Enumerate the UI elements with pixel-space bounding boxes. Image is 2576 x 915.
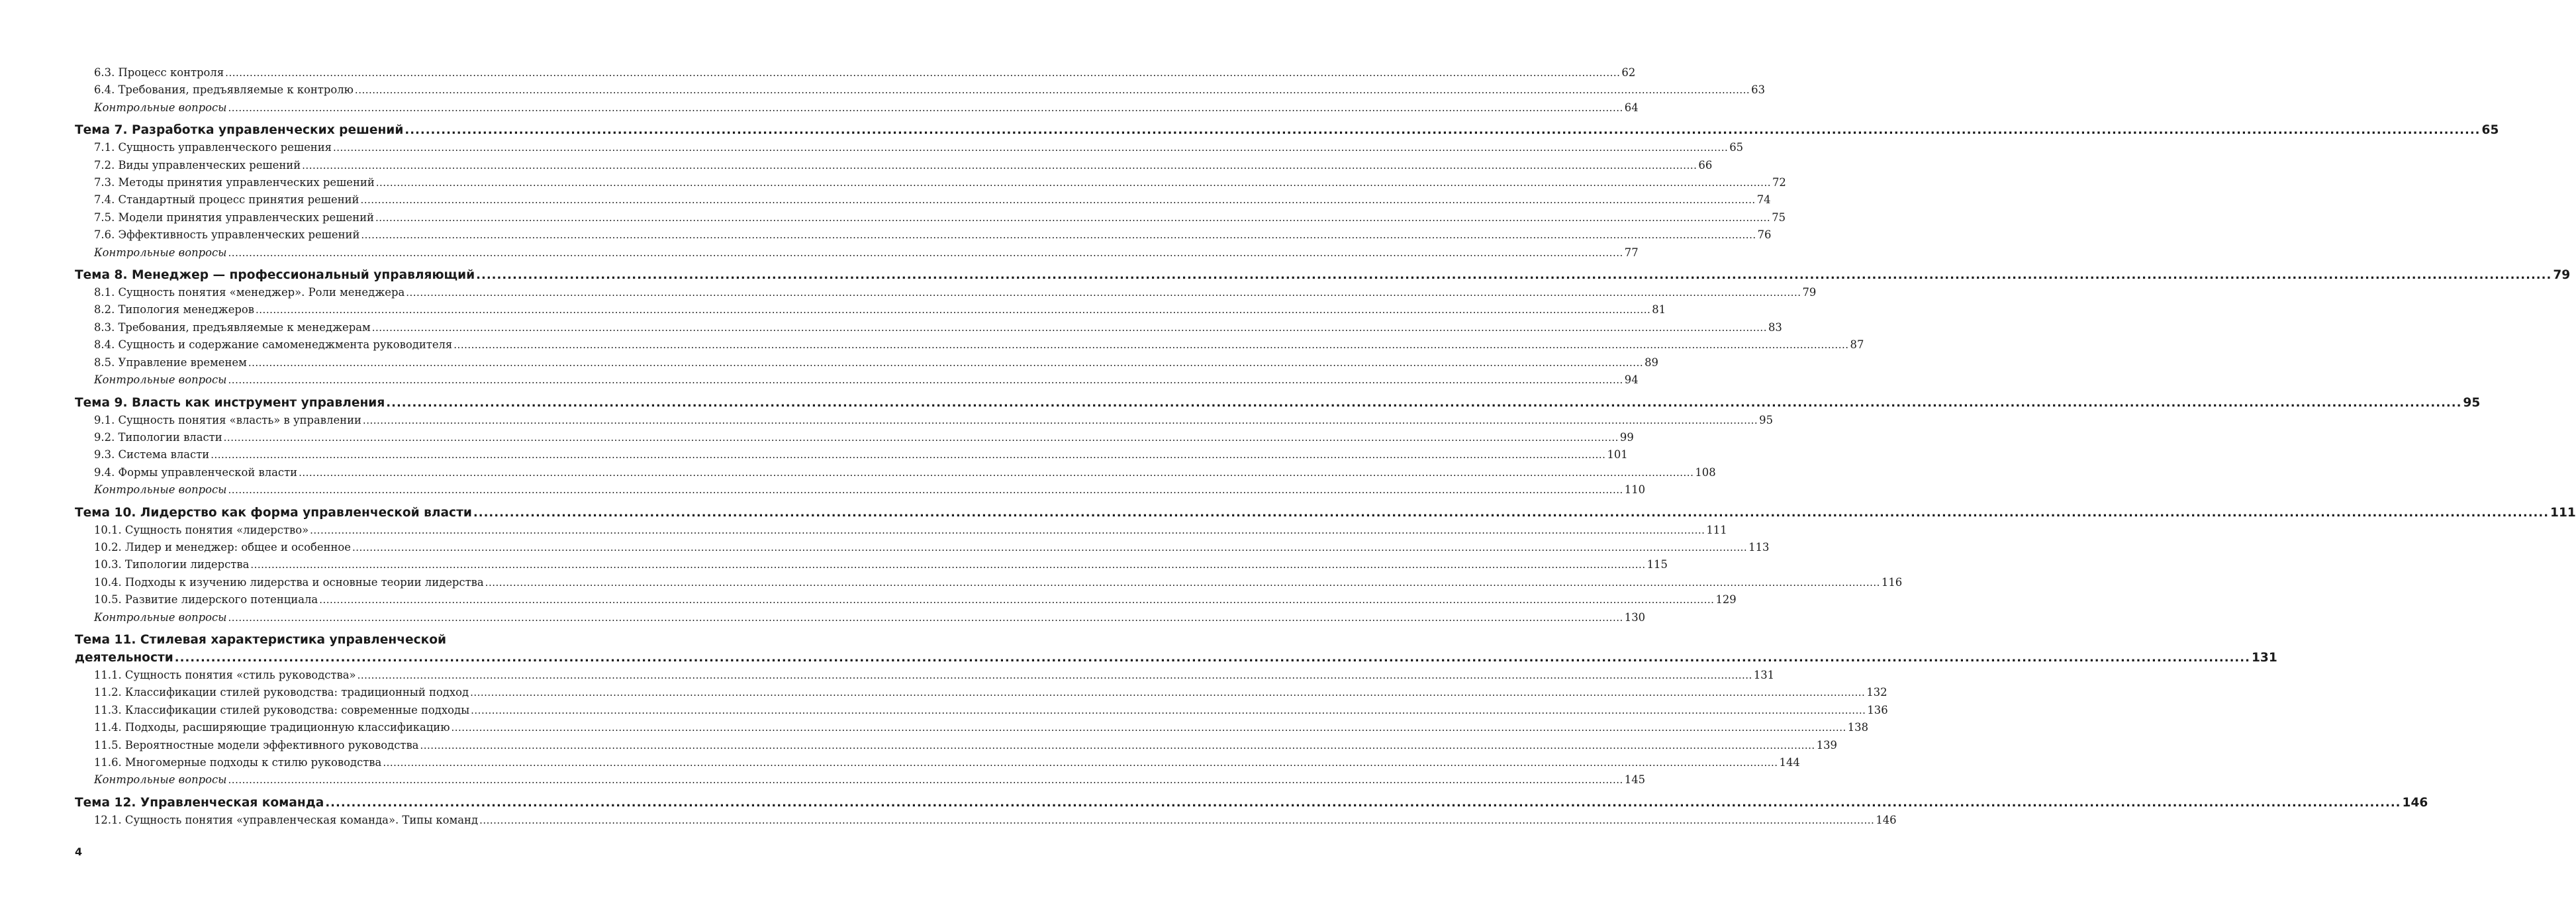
- toc-theme: [75, 631, 2277, 667]
- dot-leader: ................................................................................................................................................................................................................................................................................................................................................................................................................: [470, 687, 1866, 699]
- toc-page-number: 76: [1757, 228, 1772, 242]
- dot-leader: ................................................................................................................................................................................................................................................................................................................................................................................................................: [211, 449, 1606, 461]
- toc-entry-title: 10.2. Лидер и менеджер: общее и особенное: [94, 540, 351, 554]
- toc-review-questions: [75, 99, 1639, 117]
- toc-page-number: 81: [1652, 303, 1666, 316]
- toc-review-questions: [75, 244, 1639, 262]
- table-of-contents: [75, 64, 2576, 829]
- toc-page-number: 77: [1624, 246, 1639, 259]
- toc-page-number: 101: [1607, 448, 1628, 461]
- toc-page-number: 146: [2402, 795, 2428, 810]
- toc-subsection: [75, 446, 1628, 463]
- toc-entry-title: 11.5. Вероятностные модели эффективного руководства: [94, 738, 419, 751]
- dot-leader: ................................................................................................................................................................................................................................................................................................................................................................................................................: [485, 576, 1880, 589]
- dot-leader: ................................................................................................................................................................................................................................................................................................................................................................................................................: [383, 757, 1778, 769]
- toc-entry-title: Тема 9. Власть как инструмент управления: [75, 395, 385, 410]
- dot-leader: ................................................................................................................................................................................................................................................................................................................................................................................................................: [225, 67, 1621, 79]
- toc-entry-title: 10.5. Развитие лидерского потенциала: [94, 593, 318, 606]
- page-number: 4: [75, 845, 83, 858]
- toc-page-number: 64: [1624, 101, 1639, 114]
- toc-subsection: [75, 702, 1888, 719]
- toc-entry-title: 11.1. Сущность понятия «стиль руководства»: [94, 668, 356, 681]
- dot-leader: ................................................................................................................................................................................................................................................................................................................................................................................................................: [471, 704, 1866, 716]
- dot-leader: ................................................................................................................................................................................................................................................................................................................................................................................................................: [479, 814, 1875, 826]
- toc-theme-title-line1: Тема 11. Стилевая характеристика управленческой: [75, 632, 447, 647]
- toc-page-number: 79: [1802, 286, 1817, 299]
- toc-review-questions: [75, 771, 1646, 789]
- dot-leader: ................................................................................................................................................................................................................................................................................................................................................................................................................: [228, 374, 1623, 387]
- toc-entry-title: 8.3. Требования, предъявляемые к менеджерам: [94, 320, 371, 334]
- toc-subsection: [75, 412, 1774, 429]
- toc-page-number: 65: [2481, 123, 2499, 138]
- dot-leader: ................................................................................................................................................................................................................................................................................................................................................................................................................: [360, 194, 1756, 207]
- toc-entry-title: 12.1. Сущность понятия «управленческая команда». Типы команд: [94, 813, 479, 826]
- toc-entry-title: 6.3. Процесс контроля: [94, 66, 224, 79]
- toc-subsection: [75, 174, 1786, 191]
- toc-page-number: 62: [1621, 66, 1636, 79]
- dot-leader: ................................................................................................................................................................................................................................................................................................................................................................................................................: [325, 795, 2401, 810]
- toc-theme: [75, 121, 2499, 139]
- toc-entry-title: Контрольные вопросы: [94, 610, 227, 624]
- toc-page-number: 74: [1756, 193, 1771, 207]
- dot-leader: ................................................................................................................................................................................................................................................................................................................................................................................................................: [223, 431, 1619, 444]
- dot-leader: ................................................................................................................................................................................................................................................................................................................................................................................................................: [319, 594, 1715, 606]
- toc-entry-title: 9.4. Формы управленческой власти: [94, 465, 298, 479]
- toc-page-number: 108: [1695, 465, 1716, 479]
- toc-page-number: 144: [1779, 756, 1800, 769]
- toc-page-number: 111: [2550, 505, 2576, 520]
- toc-page-number: 66: [1698, 158, 1713, 171]
- dot-leader: ................................................................................................................................................................................................................................................................................................................................................................................................................: [248, 356, 1644, 369]
- toc-subsection: [75, 336, 1864, 354]
- toc-review-questions: [75, 371, 1639, 389]
- toc-subsection: [75, 191, 1771, 209]
- toc-entry-title: 9.1. Сущность понятия «власть» в управлении: [94, 413, 361, 426]
- toc-theme: [75, 794, 2428, 812]
- toc-entry-title: 10.3. Типологии лидерства: [94, 558, 250, 571]
- toc-page-number: 75: [1772, 211, 1786, 224]
- toc-subsection: [75, 667, 1775, 684]
- dot-leader: ................................................................................................................................................................................................................................................................................................................................................................................................................: [299, 466, 1694, 479]
- toc-subsection: [75, 539, 1770, 556]
- toc-entry-title: Контрольные вопросы: [94, 483, 227, 497]
- toc-page-number: 136: [1867, 703, 1888, 716]
- toc-subsection: [75, 591, 1737, 608]
- dot-leader: ................................................................................................................................................................................................................................................................................................................................................................................................................: [228, 101, 1623, 114]
- toc-page-number: 132: [1866, 686, 1887, 699]
- dot-leader: ................................................................................................................................................................................................................................................................................................................................................................................................................: [375, 211, 1771, 224]
- toc-page-number: 63: [1751, 83, 1766, 97]
- toc-page-number: 129: [1715, 593, 1737, 606]
- dot-leader: ................................................................................................................................................................................................................................................................................................................................................................................................................: [354, 84, 1750, 97]
- toc-page-number: 116: [1881, 575, 1903, 589]
- dot-leader: ................................................................................................................................................................................................................................................................................................................................................................................................................: [228, 774, 1623, 787]
- toc-page-number: 95: [2463, 395, 2481, 410]
- toc-page-number: 130: [1624, 610, 1646, 624]
- toc-page-number: 131: [2251, 650, 2277, 665]
- toc-page-number: 111: [1706, 523, 1727, 536]
- dot-leader: ................................................................................................................................................................................................................................................................................................................................................................................................................: [406, 287, 1801, 299]
- toc-subsection: [75, 556, 1668, 573]
- toc-entry-title: Тема 8. Менеджер — профессиональный управляющий: [75, 268, 475, 283]
- toc-subsection: [75, 429, 1634, 446]
- toc-theme: [75, 394, 2481, 412]
- toc-page-number: 65: [1729, 141, 1744, 154]
- toc-subsection: [75, 574, 1903, 591]
- toc-entry-title: 10.1. Сущность понятия «лидерство»: [94, 523, 309, 536]
- dot-leader: ................................................................................................................................................................................................................................................................................................................................................................................................................: [405, 123, 2481, 138]
- toc-page-number: 89: [1645, 356, 1658, 369]
- toc-page-number: 79: [2553, 268, 2571, 283]
- toc-subsection: [75, 226, 1772, 244]
- toc-entry-title: 8.5. Управление временем: [94, 356, 247, 369]
- toc-entry-title: 7.6. Эффективность управленческих решений: [94, 228, 360, 242]
- dot-leader: ................................................................................................................................................................................................................................................................................................................................................................................................................: [451, 722, 1846, 734]
- toc-entry-title: 11.4. Подходы, расширяющие традиционную классификацию: [94, 721, 450, 734]
- toc-subsection: [75, 64, 1636, 81]
- toc-page-number: 110: [1624, 483, 1646, 497]
- toc-entry-title: Контрольные вопросы: [94, 773, 227, 787]
- dot-leader: ................................................................................................................................................................................................................................................................................................................................................................................................................: [302, 159, 1697, 171]
- toc-entry-title: Тема 10. Лидерство как форма управленческой власти: [75, 505, 472, 520]
- dot-leader: ................................................................................................................................................................................................................................................................................................................................................................................................................: [371, 321, 1767, 334]
- toc-entry-title: 7.5. Модели принятия управленческих решений: [94, 211, 374, 224]
- toc-subsection: [75, 464, 1716, 481]
- toc-subsection: [75, 301, 1666, 318]
- toc-subsection: [75, 754, 1800, 771]
- toc-subsection: [75, 354, 1658, 371]
- toc-theme: [75, 266, 2571, 284]
- toc-entry-title: 6.4. Требования, предъявляемые к контролю: [94, 83, 354, 97]
- dot-leader: ................................................................................................................................................................................................................................................................................................................................................................................................................: [228, 246, 1623, 259]
- toc-review-questions: [75, 609, 1646, 626]
- toc-entry-title: 11.6. Многомерные подходы к стилю руководства: [94, 756, 382, 769]
- toc-subsection: [75, 319, 1782, 336]
- dot-leader: ................................................................................................................................................................................................................................................................................................................................................................................................................: [250, 559, 1646, 571]
- toc-page-number: 83: [1768, 320, 1782, 334]
- toc-entry-title: 9.2. Типологии власти: [94, 430, 222, 444]
- toc-entry-title: Контрольные вопросы: [94, 101, 227, 114]
- toc-entry-title: 8.1. Сущность понятия «менеджер». Роли менеджера: [94, 286, 405, 299]
- dot-leader: ................................................................................................................................................................................................................................................................................................................................................................................................................: [362, 414, 1758, 426]
- dot-leader: ................................................................................................................................................................................................................................................................................................................................................................................................................: [386, 395, 2462, 410]
- toc-entry-title: 11.3. Классификации стилей руководства: современные подходы: [94, 703, 470, 716]
- toc-entry-title: 7.4. Стандартный процесс принятия решений: [94, 193, 359, 207]
- toc-page-number: 131: [1753, 668, 1775, 681]
- toc-subsection: [75, 812, 1897, 829]
- toc-entry-title: 7.3. Методы принятия управленческих решений: [94, 176, 375, 189]
- toc-theme: [75, 504, 2576, 522]
- dot-leader: ................................................................................................................................................................................................................................................................................................................................................................................................................: [375, 177, 1771, 189]
- toc-theme: [75, 649, 2277, 667]
- toc-page-number: 95: [1759, 413, 1774, 426]
- dot-leader: ................................................................................................................................................................................................................................................................................................................................................................................................................: [310, 524, 1705, 536]
- toc-entry-title: 7.2. Виды управленческих решений: [94, 158, 301, 171]
- toc-page-number: 138: [1847, 721, 1869, 734]
- toc-subsection: [75, 684, 1887, 701]
- toc-entry-title: 8.2. Типология менеджеров: [94, 303, 255, 316]
- toc-page-number: 94: [1624, 373, 1639, 387]
- toc-entry-title: деятельности: [75, 650, 173, 665]
- toc-subsection: [75, 719, 1869, 736]
- toc-entry-title: 11.2. Классификации стилей руководства: традиционный подход: [94, 686, 469, 699]
- dot-leader: ................................................................................................................................................................................................................................................................................................................................................................................................................: [174, 650, 2250, 665]
- toc-entry-title: 7.1. Сущность управленческого решения: [94, 141, 332, 154]
- toc-page-number: 139: [1816, 738, 1837, 751]
- toc-entry-title: Контрольные вопросы: [94, 373, 227, 387]
- dot-leader: ................................................................................................................................................................................................................................................................................................................................................................................................................: [361, 229, 1756, 242]
- toc-page-number: 113: [1748, 540, 1770, 554]
- toc-page-number: 72: [1772, 176, 1786, 189]
- toc-review-questions: [75, 481, 1646, 499]
- dot-leader: ................................................................................................................................................................................................................................................................................................................................................................................................................: [420, 739, 1815, 751]
- dot-leader: ................................................................................................................................................................................................................................................................................................................................................................................................................: [352, 541, 1748, 554]
- toc-entry-title: Контрольные вопросы: [94, 246, 227, 259]
- toc-page-number: 145: [1624, 773, 1646, 787]
- toc-subsection: [75, 81, 1766, 99]
- toc-subsection: [75, 522, 1727, 539]
- dot-leader: ................................................................................................................................................................................................................................................................................................................................................................................................................: [473, 505, 2550, 520]
- toc-page-number: 115: [1646, 558, 1668, 571]
- toc-page-number: 99: [1619, 430, 1634, 444]
- toc-subsection: [75, 737, 1837, 754]
- dot-leader: ................................................................................................................................................................................................................................................................................................................................................................................................................: [256, 304, 1651, 316]
- toc-subsection: [75, 284, 1817, 301]
- dot-leader: ................................................................................................................................................................................................................................................................................................................................................................................................................: [228, 611, 1623, 624]
- toc-entry-title: Тема 12. Управленческая команда: [75, 795, 324, 810]
- dot-leader: ................................................................................................................................................................................................................................................................................................................................................................................................................: [333, 142, 1729, 154]
- dot-leader: ................................................................................................................................................................................................................................................................................................................................................................................................................: [453, 339, 1849, 352]
- toc-page-number: 87: [1850, 338, 1864, 352]
- toc-entry-title: 8.4. Сущность и содержание самоменеджмента руководителя: [94, 338, 453, 352]
- dot-leader: ................................................................................................................................................................................................................................................................................................................................................................................................................: [228, 484, 1623, 497]
- toc-entry-title: 9.3. Система власти: [94, 448, 210, 461]
- dot-leader: ................................................................................................................................................................................................................................................................................................................................................................................................................: [476, 268, 2552, 283]
- dot-leader: ................................................................................................................................................................................................................................................................................................................................................................................................................: [357, 669, 1752, 681]
- toc-entry-title: Тема 7. Разработка управленческих решений: [75, 123, 404, 138]
- toc-entry-title: 10.4. Подходы к изучению лидерства и основные теории лидерства: [94, 575, 484, 589]
- toc-subsection: [75, 157, 1713, 174]
- toc-subsection: [75, 209, 1786, 226]
- toc-subsection: [75, 139, 1744, 156]
- toc-page-number: 146: [1876, 813, 1897, 826]
